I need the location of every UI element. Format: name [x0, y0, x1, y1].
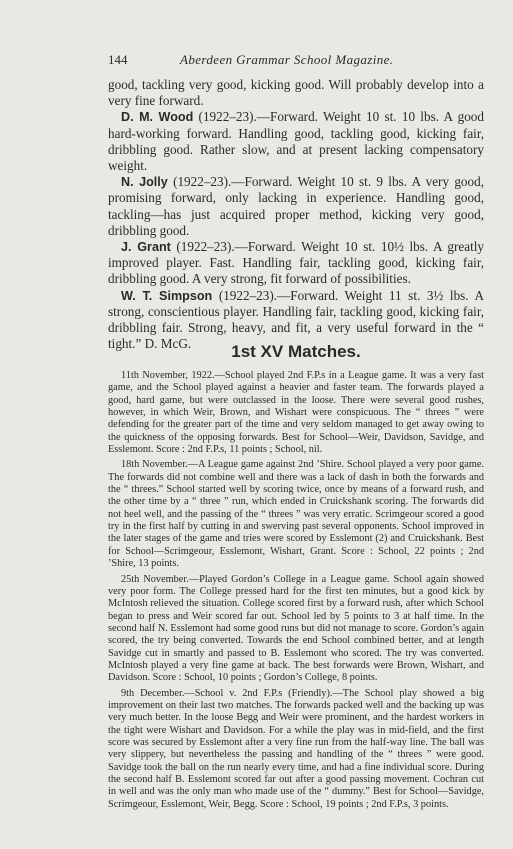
player-description: (1922–23).—Forward. Weight 10 st. 10½ lbs. A greatly improved player. Fast. Handling fair, tackling good, kicking fair, dribbling good. A very strong, fit forward of possibilities. [108, 239, 484, 287]
player-name: W. T. Simpson [121, 288, 213, 303]
player-name: D. M. Wood [121, 110, 194, 125]
match-report: 11th November, 1922.—School played 2nd F.P.s in a League game. It was a very fast game, and the School played against a heavier and faster team. The forwards played a good, hard game, but were outclassed in the loose. There were several good rushes, however, in which Weir, Brown, and Wishart were conspicuous. The “ threes ” were defending for the greater part of the time and very seldom managed to get away owing to the quickness of the opposing forwards. Best for School—Weir, Davidson, Savidge, and Esslemont. Score : 2nd F.P.s, 11 points ; School, nil. [108, 370, 484, 456]
page-number: 144 [108, 52, 128, 67]
player-paragraph [108, 109, 484, 174]
player-description: (1922–23).—Forward. Weight 11 st. 3½ lbs. A strong, conscientious player. Handling fair, tackling good, kicking fair, dribbling fair. Strong, heavy, and fit, a very useful forward in the “ tight.” D. McG. [108, 287, 484, 352]
player-description: (1922–23).—Forward. Weight 10 st. 9 lbs. A very good, promising forward, only lacking in experience. Handling good, tackling—has just acquired proper method, kicking very good, dribbling good. [108, 174, 484, 238]
intro-paragraph: good, tackling very good, kicking good. Will probably develop into a very fine forward. [108, 77, 484, 109]
player-paragraph [108, 174, 484, 239]
player-name: N. Jolly [121, 175, 168, 190]
player-description: (1922–23).—Forward. Weight 10 st. 10 lbs. A good hard-working forward. Handling good, tackling good, kicking fair, dribbling good. Rather slow, and at present lacking compensatory weight. [108, 109, 484, 174]
magazine-title: Aberdeen Grammar School Magazine. [180, 52, 394, 67]
section-title: 1st XV Matches. [231, 342, 361, 361]
match-reports [108, 370, 484, 814]
player-critiques [108, 77, 484, 352]
match-report: 9th December.—School v. 2nd F.P.s (Friendly).—The School play showed a big improvement on their last two matches. The forwards packed well and the backing up was very much better. In the loose Begg and Weir were prominent, and the hardest workers in the tight were Wishart and Davidson. For a while the play was in mid-field, and the first score was secured by Esslemont after a very fine run from the half-way line. The ball was very slippery, but nevertheless the passing and handling of the “ threes ” were good. Savidge took the ball on the run nearly every time, and had a fine individual score. During the second half B. Esslemont scored far out after a good passing movement. Cochran cut in well and was the only man who made use of the “ dummy.” Best for School—Savidge, Scrimgeour, Esslemont, Weir, Begg. Score : School, 19 points ; 2nd F.P.s, 3 points. [108, 687, 484, 810]
match-report: 18th November.—A League game against 2nd ’Shire. School played a very poor game. The forwards did not combine well and there was a lack of dash in both the forwards and the “ threes.” School started well by scoring twice, once by means of a forward rush, and the other time by a “ three ” run, which ended in Cruickshank scoring. The forwards did not heel well, and the passing of the “ threes ” was very erratic. Scrimgeour scored a good try in the first half by cutting in and swerving past several opponents. School improved in the later stages of the game and tries were scored by Esslemont (2) and Cruickshank. Best for School—Scrimgeour, Esslemont, Wishart, Grant. Score : School, 22 points ; 2nd ’Shire, 13 points. [108, 459, 484, 570]
player-name: J. Grant [121, 240, 171, 255]
player-paragraph [108, 239, 484, 288]
match-report: 25th November.—Played Gordon’s College in a League game. School again showed very poor form. The College pressed hard for the first ten minutes, but a good kick by McIntosh relieved the situation. College scored first by a forward rush, after which School began to press and Weir scored far out. School led by 5 points to 3 at half time. In the second half N. Esslemont had some good runs but did not manage to score. Gordon’s again scored, the try being converted. Towards the end School combined better, and at length Savidge cut in smartly and passed to B. Esslemont who scored. The try was converted. McIntosh played a very fine game at back. The best forwards were Brown, Wishart, and Davidson. Score : School, 10 points ; Gordon’s College, 8 points. [108, 573, 484, 684]
